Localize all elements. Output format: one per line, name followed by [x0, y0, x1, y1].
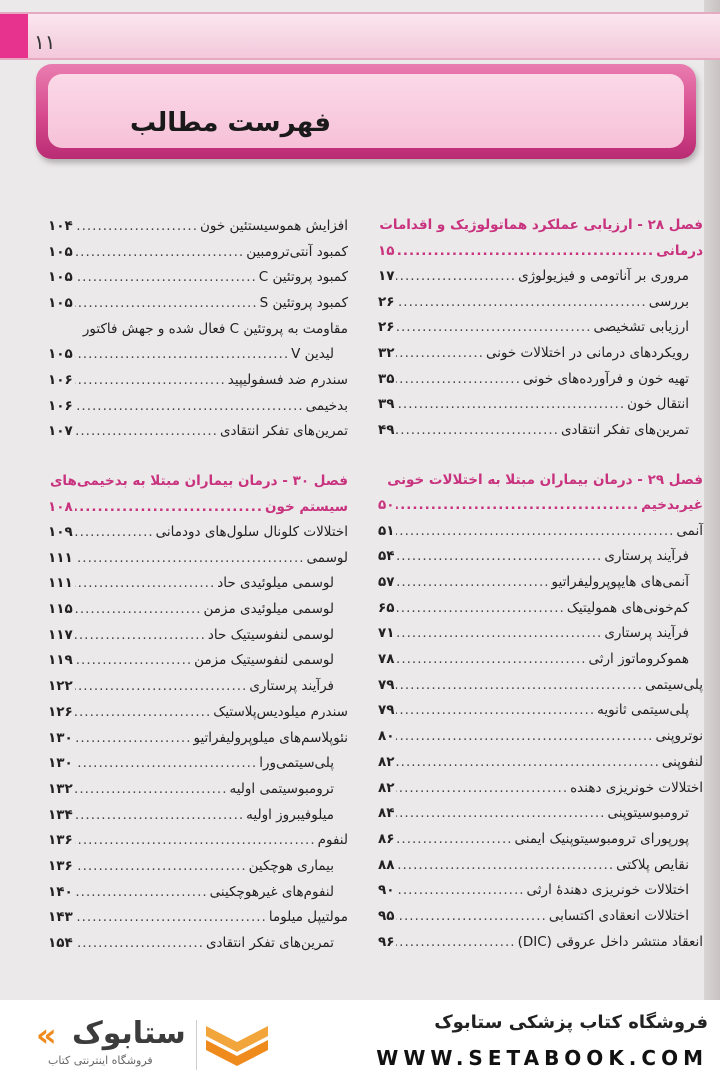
toc-page-number: ۱۰۵ [48, 269, 73, 286]
store-name: فروشگاه کتاب پزشکی ستابوک [434, 1012, 708, 1033]
chapter-heading-row[interactable] [48, 494, 348, 519]
toc-entry[interactable] [48, 905, 348, 931]
toc-entry-text: لوسمی میلوئیدی حاد [217, 575, 334, 592]
toc-entry-text: بیماری هوچکین [248, 857, 334, 874]
toc-page-number: ۱۳۰ [48, 755, 73, 772]
toc-page-number: ۱۳۴ [48, 806, 73, 823]
toc-entry-text: پلی‌سیتمی‌ورا [259, 755, 334, 772]
toc-page-number: ۱۰۶ [48, 397, 73, 414]
toc-entry[interactable] [48, 545, 348, 571]
toc-entry-text: فرآیند پرستاری [249, 678, 334, 695]
double-chevron-icon: « [36, 1016, 57, 1054]
dot-leader [396, 294, 646, 310]
toc-entry-text: سندرم میلودیس‌پلاستیک [213, 703, 348, 720]
toc-page-number: ۱۰۷ [48, 423, 73, 440]
toc-entry[interactable] [48, 853, 348, 879]
toc-page-number: ۱۰۶ [48, 371, 73, 388]
toc-entry-text: تمرین‌های تفکر انتقادی [560, 421, 689, 438]
chevron-logo-icon [202, 1022, 272, 1068]
toc-entry-text: اختلالات انعقادی اکتسابی [548, 907, 689, 924]
toc-page-number: ۴۹ [378, 421, 395, 438]
toc-entry-text: تمرین‌های تفکر انتقادی [219, 423, 348, 440]
toc-page-number: ۱۰۵ [48, 294, 73, 311]
dot-leader [75, 678, 248, 694]
toc-entry-text: تمرین‌های تفکر انتقادی [205, 935, 334, 952]
toc-entry-text: کم‌خونی‌های همولیتیک [566, 599, 689, 616]
toc-entry[interactable] [48, 648, 348, 674]
dot-leader [75, 575, 216, 591]
toc-page-number: ۶۵ [378, 599, 395, 616]
toc-page-number: ۹۶ [378, 933, 395, 950]
toc-entry[interactable] [378, 775, 703, 801]
toc-page-number: ۳۲ [378, 344, 395, 361]
toc-entry-text: نوتروپنی [655, 728, 703, 745]
page-title: فهرست مطالب [130, 108, 331, 138]
toc-entry[interactable] [48, 213, 348, 239]
toc-entry-text: لنفوپنی [661, 753, 703, 770]
dot-leader [75, 398, 304, 414]
toc-left-column [48, 213, 348, 956]
toc-entry-text: فرآیند پرستاری [604, 625, 689, 642]
toc-entry[interactable] [378, 366, 703, 392]
toc-entry[interactable] [378, 391, 703, 417]
toc-page-number: ۱۱۱ [48, 575, 73, 592]
dot-leader [75, 730, 192, 746]
toc-entry-text: آنمی [676, 522, 703, 539]
page-edge [704, 0, 720, 1000]
toc-page-number: ۵۷ [378, 574, 395, 591]
chapter-heading[interactable]: فصل ۳۰ - درمان بیماران مبتلا به بدخیمی‌های [50, 473, 348, 490]
dot-leader [396, 677, 643, 693]
toc-entry[interactable] [378, 621, 703, 647]
toc-page-number: ۱۳۶ [48, 832, 73, 849]
header-strip [0, 12, 720, 60]
toc-page-number: ۱۴۰ [48, 883, 73, 900]
toc-entry[interactable] [48, 802, 348, 828]
dot-leader [396, 908, 546, 924]
header-accent [0, 14, 28, 58]
toc-page-number: ۳۵ [378, 370, 395, 387]
toc-page-number: ۱۳۶ [48, 857, 73, 874]
toc-entry[interactable] [48, 673, 348, 699]
toc-entry-line[interactable] [48, 316, 348, 342]
toc-entry-text: ترومبوسیتوپنی [607, 805, 689, 822]
toc-page-number: ۱۵۴ [48, 935, 73, 952]
toc-page-number: ۸۴ [378, 805, 395, 822]
dot-leader [396, 600, 564, 616]
toc-entry-text: اختلالات خونریزی دهنده [570, 779, 703, 796]
toc-entry-text: انتقال خون [627, 396, 689, 413]
toc-page-number: ۸۲ [378, 753, 395, 770]
toc-entry-text: لنفوم‌های غیرهوچکینی [209, 883, 334, 900]
dot-leader [75, 218, 198, 234]
toc-entry[interactable] [48, 699, 348, 725]
toc-entry[interactable] [378, 646, 703, 672]
toc-right-column [378, 213, 703, 955]
dot-leader [396, 831, 512, 847]
dot-leader [396, 243, 654, 259]
toc-page-number: ۱۳۲ [48, 780, 73, 797]
chapter-page-number: ۵۰ [378, 497, 395, 514]
toc-page-number: ۵۴ [378, 548, 395, 565]
toc-page-number: ۲۶ [378, 293, 395, 310]
toc-entry[interactable] [378, 800, 703, 826]
toc-entry-text: بررسی [648, 293, 689, 310]
dot-leader [396, 319, 591, 335]
dot-leader [75, 499, 263, 515]
toc-entry[interactable] [378, 314, 703, 340]
toc-entry[interactable] [48, 930, 348, 956]
dot-leader [396, 548, 602, 564]
section-gap [48, 444, 348, 469]
dot-leader [75, 652, 192, 668]
dot-leader [396, 371, 520, 387]
dot-leader [75, 244, 244, 260]
toc-page-number: ۱۰۵ [48, 243, 73, 260]
toc-entry-text: بدخیمی [305, 397, 348, 414]
toc-page-number: ۱۱۷ [48, 626, 73, 643]
toc-entry[interactable] [378, 569, 703, 595]
dot-leader [75, 423, 218, 439]
dot-leader [396, 754, 659, 770]
toc-entry[interactable] [48, 750, 348, 776]
dot-leader [75, 909, 267, 925]
toc-entry-text: اختلالات خونریزی دهندهٔ ارثی [526, 882, 689, 899]
toc-entry[interactable] [48, 290, 348, 316]
toc-page-number: ۱۱۵ [48, 601, 73, 618]
toc-page-number: ۸۲ [378, 779, 395, 796]
dot-leader [396, 934, 515, 950]
toc-entry[interactable] [48, 341, 348, 367]
dot-leader [396, 345, 483, 361]
toc-entry-text: سندرم ضد فسفولیپید [227, 371, 348, 388]
toc-entry-text: لوسمی لنفوسیتیک حاد [207, 626, 334, 643]
toc-entry[interactable] [378, 698, 703, 724]
dot-leader [75, 755, 257, 771]
dot-leader [396, 268, 516, 284]
logo-wordmark: ستابوک [72, 1016, 186, 1051]
dot-leader [396, 625, 602, 641]
toc-entry[interactable] [48, 264, 348, 290]
dot-leader [396, 882, 524, 898]
toc-entry-text: فرآیند پرستاری [604, 548, 689, 565]
toc-page-number: ۲۶ [378, 319, 395, 336]
logo-divider [196, 1020, 197, 1070]
toc-entry[interactable] [48, 827, 348, 853]
dot-leader [75, 295, 258, 311]
toc-entry[interactable] [378, 544, 703, 570]
dot-leader [75, 781, 228, 797]
toc-entry[interactable] [48, 519, 348, 545]
toc-page-number: ۷۱ [378, 625, 395, 642]
chapter-heading-row[interactable] [378, 493, 703, 518]
toc-entry-text: نئوپلاسم‌های میلوپرولیفراتیو [193, 729, 348, 746]
toc-entry-text: ترومبوسیتمی اولیه [229, 780, 334, 797]
toc-entry-text: کمبود پروتئین S [259, 294, 348, 311]
toc-entry[interactable] [48, 393, 348, 419]
toc-entry[interactable] [48, 725, 348, 751]
dot-leader [396, 857, 614, 873]
toc-entry-text: کمبود پروتئین C [258, 269, 348, 286]
toc-entry-text: لیدین V [291, 346, 334, 363]
toc-entry-text: اختلالات کلونال سلول‌های دودمانی [155, 524, 348, 541]
chapter-heading[interactable]: فصل ۲۹ - درمان بیماران مبتلا به اختلالات خونی [387, 471, 703, 488]
toc-entry[interactable] [48, 419, 348, 445]
store-url[interactable]: WWW.SETABOOK.COM [376, 1046, 708, 1070]
dot-leader [75, 372, 226, 388]
dot-leader [75, 832, 316, 848]
dot-leader [75, 935, 204, 951]
toc-page-number: ۱۳۰ [48, 729, 73, 746]
toc-entry[interactable] [48, 571, 348, 597]
toc-page-number: ۳۹ [378, 396, 395, 413]
toc-entry[interactable] [48, 367, 348, 393]
chapter-page-number: ۱۵ [378, 242, 395, 259]
toc-page-number: ۱۰۹ [48, 524, 73, 541]
toc-page-number: ۱۰۵ [48, 346, 73, 363]
dot-leader [396, 780, 568, 796]
toc-entry-text: افزایش هموسیستئین خون [199, 217, 348, 234]
toc-page-number: ۷۹ [378, 676, 395, 693]
toc-entry[interactable] [378, 263, 703, 289]
dot-leader [396, 651, 586, 667]
dot-leader [75, 269, 257, 285]
chapter-heading-row[interactable] [378, 238, 703, 263]
toc-page-number: ۱۴۳ [48, 909, 73, 926]
dot-leader [75, 627, 206, 643]
toc-page-number: ۸۰ [378, 728, 395, 745]
toc-entry[interactable] [378, 903, 703, 929]
page-number: ۱۱ [34, 30, 56, 54]
toc-entry[interactable] [378, 595, 703, 621]
section-gap [378, 443, 703, 468]
toc-entry[interactable] [378, 289, 703, 315]
toc-entry-text: کمبود آنتی‌ترومبین [246, 243, 348, 260]
dot-leader [396, 523, 674, 539]
toc-entry[interactable] [378, 723, 703, 749]
chapter-page-number: ۱۰۸ [48, 498, 73, 515]
toc-entry[interactable] [378, 417, 703, 443]
dot-leader [396, 702, 595, 718]
toc-entry[interactable] [378, 929, 703, 955]
toc-entry[interactable] [378, 518, 703, 544]
toc-page-number: ۱۲۶ [48, 703, 73, 720]
dot-leader [75, 704, 212, 720]
toc-entry-text: لوسمی لنفوسیتیک مزمن [194, 652, 334, 669]
toc-entry[interactable] [48, 776, 348, 802]
chapter-heading-text: درمانی [656, 242, 703, 259]
toc-entry-text: آنمی‌های هایپوپرولیفراتیو [551, 574, 689, 591]
toc-page-number: ۹۰ [378, 882, 395, 899]
dot-leader [396, 574, 549, 590]
toc-page-number: ۵۱ [378, 522, 395, 539]
chapter-heading-text: غیربدخیم [641, 497, 703, 514]
toc-entry[interactable] [378, 749, 703, 775]
dot-leader [75, 550, 305, 566]
toc-entry-text: مقاومت به پروتئین C فعال شده و جهش فاکتور [82, 320, 348, 337]
toc-entry-text: پلی‌سیتمی [645, 676, 703, 693]
toc-entry-text: لنفوم [317, 832, 348, 849]
toc-page-number: ۹۵ [378, 907, 395, 924]
toc-entry-text: هموکروماتوز ارثی [588, 651, 689, 668]
toc-page-number: ۱۲۲ [48, 678, 73, 695]
toc-entry[interactable] [48, 879, 348, 905]
toc-entry[interactable] [378, 826, 703, 852]
toc-page-number: ۷۸ [378, 651, 395, 668]
dot-leader [396, 805, 605, 821]
toc-entry-text: لوسمی [306, 549, 348, 566]
dot-leader [396, 396, 625, 412]
toc-page-number: ۱۷ [378, 267, 395, 284]
toc-entry-text: پورپورای ترومبوسیتوپنیک ایمنی [514, 830, 689, 847]
chapter-heading[interactable]: فصل ۲۸ - ارزیابی عملکرد هماتولوژیک و اقدامات [379, 217, 703, 233]
logo-subtitle: فروشگاه اینترنتی کتاب [48, 1054, 153, 1067]
toc-entry[interactable] [378, 852, 703, 878]
dot-leader [396, 728, 653, 744]
dot-leader [75, 346, 289, 362]
toc-entry[interactable] [48, 596, 348, 622]
toc-entry-text: ارزیابی تشخیصی [593, 319, 689, 336]
toc-entry[interactable] [378, 340, 703, 366]
dot-leader [75, 858, 247, 874]
toc-entry-text: تهیه خون و فرآورده‌های خونی [522, 370, 689, 387]
toc-entry-text: مولتیپل میلوما [268, 909, 348, 926]
toc-page-number: ۱۰۴ [48, 217, 73, 234]
dot-leader [75, 807, 244, 823]
toc-entry-text: میلوفیبروز اولیه [246, 806, 334, 823]
toc-page-number: ۷۹ [378, 702, 395, 719]
toc-page-number: ۸۸ [378, 856, 395, 873]
toc-entry-text: مروری بر آناتومی و فیزیولوژی [518, 267, 689, 284]
toc-entry-text: پلی‌سیتمی ثانویه [597, 702, 689, 719]
toc-entry[interactable] [378, 672, 703, 698]
dot-leader [75, 601, 202, 617]
toc-entry-text: رویکردهای درمانی در اختلالات خونی [485, 344, 689, 361]
toc-page-number: ۱۱۹ [48, 652, 73, 669]
dot-leader [75, 884, 208, 900]
dot-leader [396, 497, 639, 513]
toc-entry-text: لوسمی میلوئیدی مزمن [203, 601, 334, 618]
toc-entry-text: نقایص پلاکتی [616, 856, 689, 873]
toc-page-number: ۸۶ [378, 830, 395, 847]
toc-entry[interactable] [48, 622, 348, 648]
toc-page-number: ۱۱۱ [48, 549, 73, 566]
dot-leader [75, 524, 154, 540]
chapter-heading-text: سیستم خون [264, 498, 348, 515]
toc-entry-text: انعقاد منتشر داخل عروقی (DIC) [517, 933, 703, 950]
dot-leader [396, 422, 558, 438]
toc-entry[interactable] [378, 877, 703, 903]
toc-entry[interactable] [48, 239, 348, 265]
